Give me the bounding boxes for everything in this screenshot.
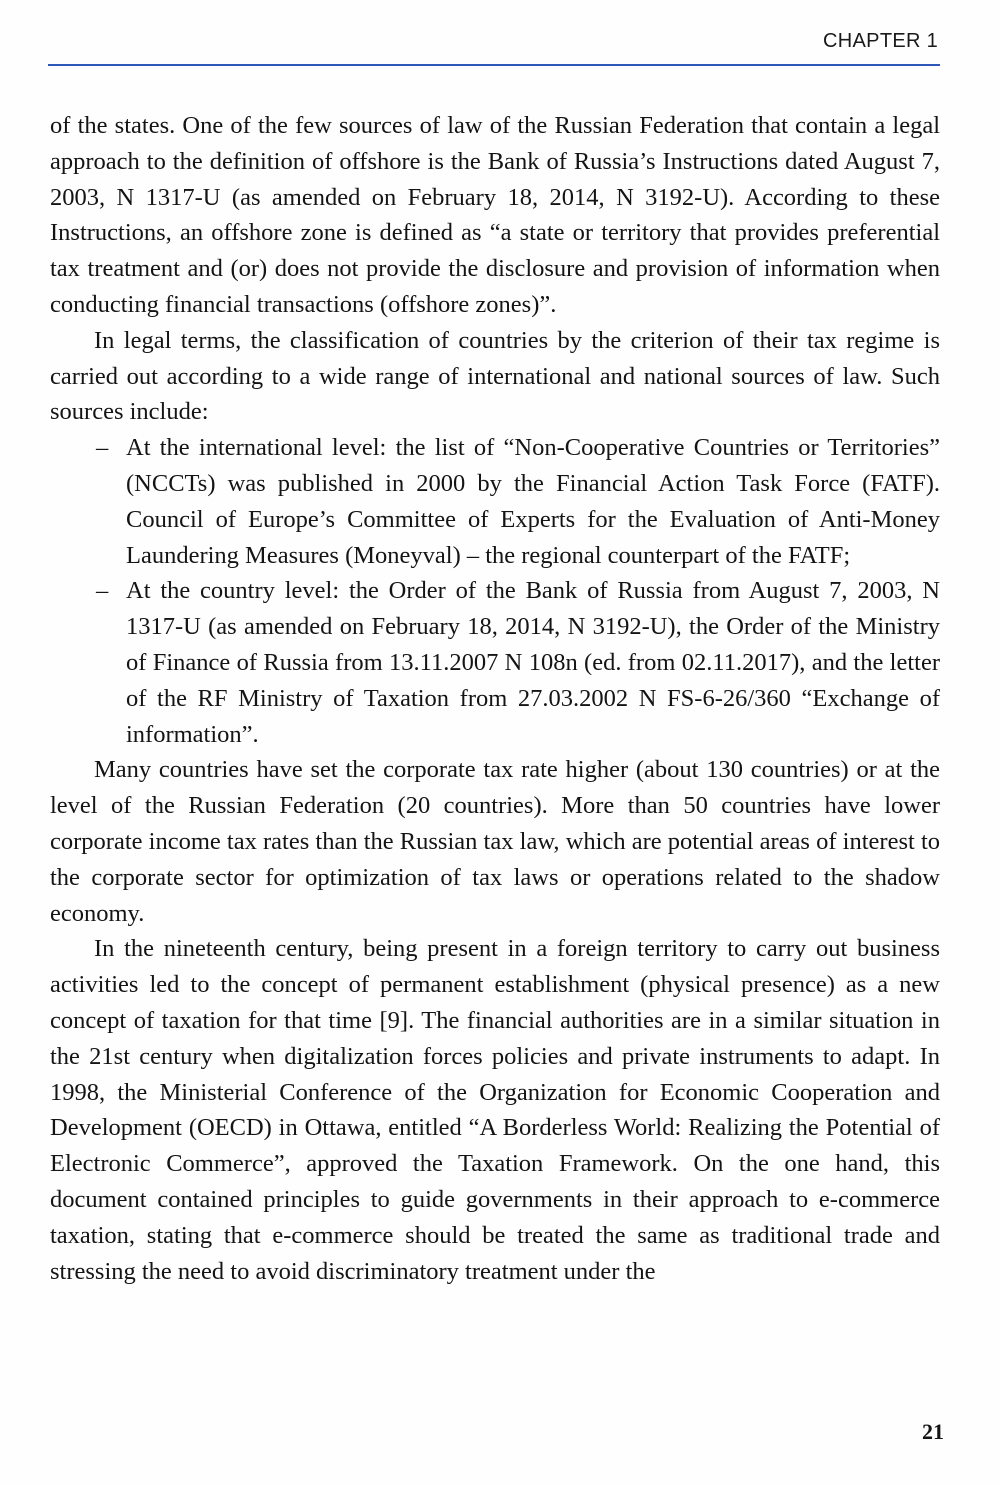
header-rule [48,64,940,66]
running-head: CHAPTER 1 [823,30,938,52]
body-text [50,108,940,1289]
list-item-international: – At the international level: the list of “Non-Cooperative Countries or Territories” (NCCTs) was published in 2000 by the Financial Action Task Force (FATF). Council of Europe’s Committee of Experts for the Evaluation of Anti-Money Laundering Measures (Moneyval) – the regional counterpart of the FATF; [50,430,940,573]
paragraph-2: In legal terms, the classification of countries by the criterion of their tax regime is carried out according to a wide range of international and national sources of law. Such sources include: [50,326,940,426]
paragraph-4: In the nineteenth century, being present in a foreign territory to carry out business activities led to the concept of permanent establishment (physical presence) as a new concept of taxation for that time [9]. The financial authorities are in a similar situation in the 21st century when digitalization forces policies and private instruments to adapt. In 1998, the Ministerial Conference of the Organization for Economic Cooperation and Development (OECD) in Ottawa, entitled “A Borderless World: Realizing the Potential of Electronic Commerce”, approved the Taxation Framework. On the one hand, this document contained principles to guide governments in their approach to e-commerce taxation, stating that e-commerce should be treated the same as traditional trade and stressing the need to avoid discriminatory treatment under the [50,935,940,1285]
list-item-country: – At the country level: the Order of the Bank of Russia from August 7, 2003, N 1317-U (as amended on February 18, 2014, N 3192-U), the Order of the Ministry of Finance of Russia from 13.11.2007 N 108n (ed. from 02.11.2017), and the letter of the RF Ministry of Taxation from 27.03.2002 N FS-6-26/360 “Exchange of information”. [50,573,940,752]
paragraph-3: Many countries have set the corporate tax rate higher (about 130 countries) or at the level of the Russian Federation (20 countries). More than 50 countries have lower corporate income tax rates than the Russian tax law, which are potential areas of interest to the corporate sector for optimization of tax laws or operations related to the shadow economy. [50,756,940,927]
sources-list [50,430,940,752]
paragraph-1: of the states. One of the few sources of law of the Russian Federation that contain a legal approach to the definition of offshore is the Bank of Russia’s Instructions dated August 7, 2003, N 1317-U (as amended on February 18, 2014, N 3192-U). According to these Instructions, an offshore zone is defined as “a state or territory that provides preferential tax treatment and (or) does not provide the disclosure and provision of information when conducting financial transactions (offshore zones)”. [50,112,940,318]
page-number: 21 [922,1419,944,1444]
